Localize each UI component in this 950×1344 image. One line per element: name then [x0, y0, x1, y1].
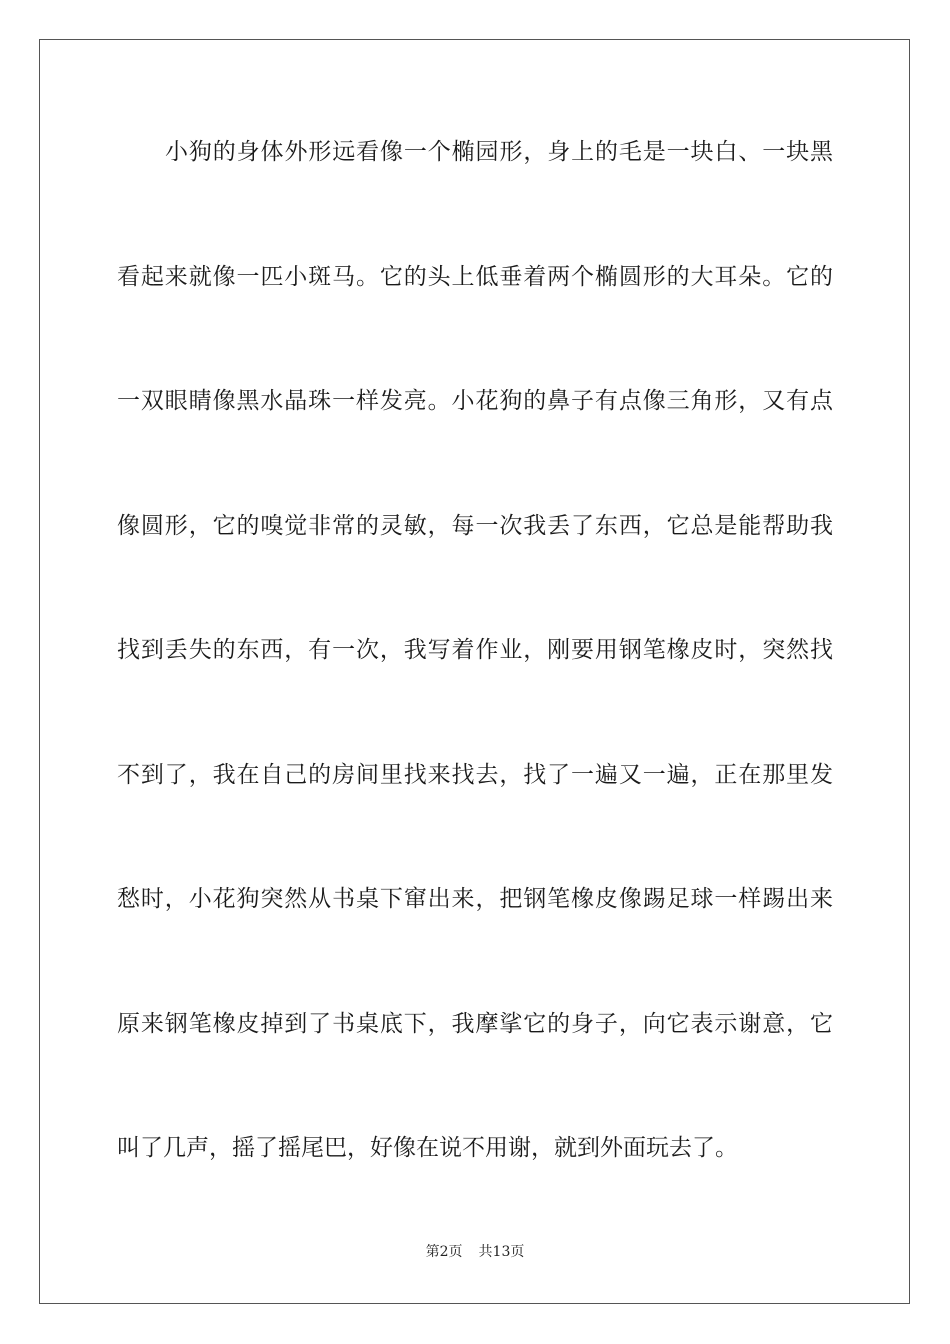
paragraph-line: 像圆形，它的嗅觉非常的灵敏，每一次我丢了东西，它总是能帮助我 [117, 513, 833, 539]
paragraph-line: 原来钢笔橡皮掉到了书桌底下，我摩挲它的身子，向它表示谢意，它 [117, 1011, 833, 1037]
paragraph-line: 愁时，小花狗突然从书桌下窜出来，把钢笔橡皮像踢足球一样踢出来 [117, 886, 833, 912]
page-border [39, 39, 910, 1304]
paragraph-line: 找到丢失的东西，有一次，我写着作业，刚要用钢笔橡皮时，突然找 [117, 637, 833, 663]
paragraph-line: 一双眼睛像黑水晶珠一样发亮。小花狗的鼻子有点像三角形，又有点 [117, 388, 833, 414]
paragraph-line: 看起来就像一匹小斑马。它的头上低垂着两个椭圆形的大耳朵。它的 [117, 264, 833, 290]
paragraph-line: 不到了，我在自己的房间里找来找去，找了一遍又一遍，正在那里发 [117, 762, 833, 788]
total-pages: 共13页 [478, 1244, 525, 1260]
page-footer [0, 1243, 950, 1261]
paragraph-line: 小狗的身体外形远看像一个椭园形，身上的毛是一块白、一块黑 [165, 139, 833, 165]
paragraph-line: 叫了几声，摇了摇尾巴，好像在说不用谢，就到外面玩去了。 [117, 1135, 738, 1161]
page-number: 第2页 [425, 1244, 463, 1260]
